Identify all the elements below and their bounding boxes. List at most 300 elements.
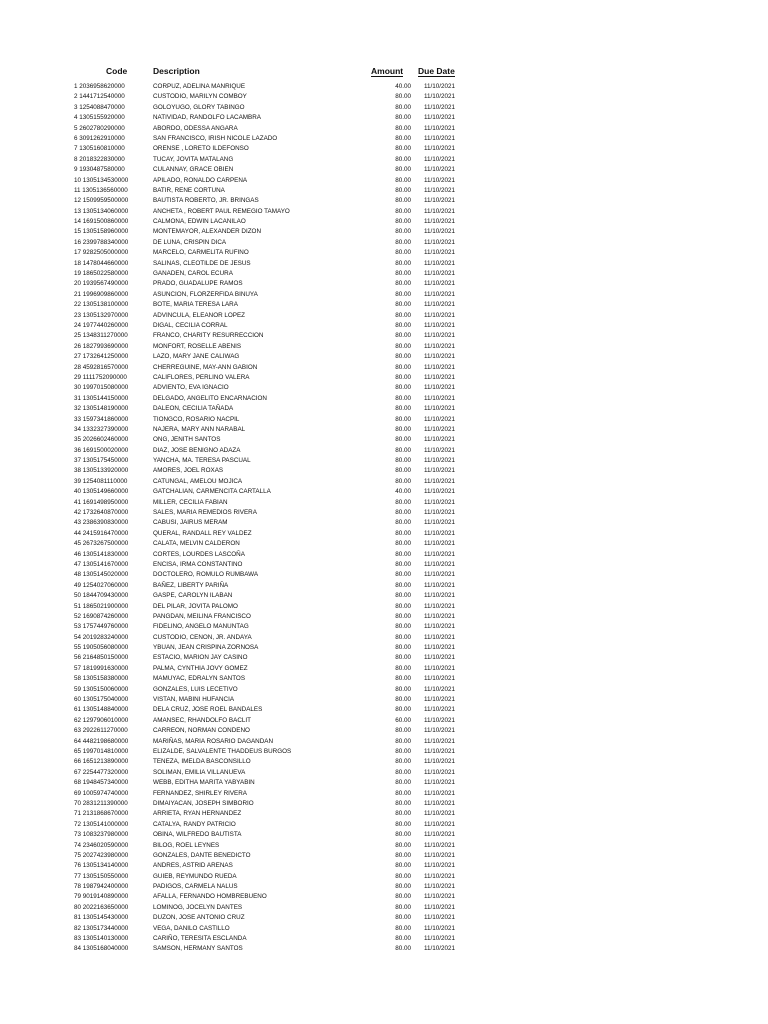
- cell-description: ENCISA, IRMA CONSTANTINO: [153, 560, 243, 568]
- cell-description: TENEZA, IMELDA BASCONSILLO: [153, 758, 251, 766]
- cell-description: FRANCO, CHARITY RESURRECCION: [153, 332, 264, 340]
- table-row: [0, 664, 768, 674]
- cell-description: AMORES, JOEL ROXAS: [153, 467, 224, 475]
- cell-amount: 80.00: [395, 103, 411, 111]
- cell-due-date: 11/10/2021: [423, 103, 455, 111]
- cell-due-date: 11/10/2021: [423, 218, 455, 226]
- cell-due-date: 11/10/2021: [423, 114, 455, 122]
- cell-due-date: 11/10/2021: [423, 134, 455, 142]
- cell-amount: 80.00: [395, 789, 411, 797]
- cell-amount: 80.00: [395, 394, 411, 402]
- cell-amount: 80.00: [395, 228, 411, 236]
- cell-due-date: 11/10/2021: [423, 488, 455, 496]
- cell-description: DELGADO, ANGELITO ENCARNACION: [153, 394, 267, 402]
- cell-amount: 80.00: [395, 405, 411, 413]
- cell-due-date: 11/10/2021: [423, 342, 455, 350]
- table-row: [0, 446, 768, 456]
- cell-code: 13 1305134060000: [74, 207, 129, 215]
- cell-code: 48 1305145020000: [74, 571, 129, 579]
- table-row: [0, 394, 768, 404]
- cell-code: 63 2922611270000: [74, 727, 128, 735]
- cell-amount: 80.00: [395, 612, 411, 620]
- cell-due-date: 11/10/2021: [423, 124, 455, 132]
- cell-due-date: 11/10/2021: [423, 727, 455, 735]
- cell-amount: 80.00: [395, 114, 411, 122]
- table-row: [0, 342, 768, 352]
- cell-due-date: 11/10/2021: [423, 301, 455, 309]
- table-row: [0, 726, 768, 736]
- cell-amount: 80.00: [395, 841, 411, 849]
- cell-description: DIGAL, CECILIA CORRAL: [153, 321, 228, 329]
- cell-due-date: 11/10/2021: [423, 924, 455, 932]
- cell-description: DIAZ, JOSE BENIGNO ADAZA: [153, 446, 241, 454]
- cell-code: 21 1996909860000: [74, 290, 129, 298]
- cell-due-date: 11/10/2021: [423, 914, 455, 922]
- cell-code: 40 1305149660000: [74, 488, 129, 496]
- cell-due-date: 11/10/2021: [423, 851, 455, 859]
- cell-amount: 80.00: [395, 155, 411, 163]
- cell-amount: 80.00: [395, 457, 411, 465]
- cell-due-date: 11/10/2021: [423, 550, 455, 558]
- table-row: [0, 841, 768, 851]
- cell-due-date: 11/10/2021: [423, 903, 455, 911]
- cell-amount: 80.00: [395, 176, 411, 184]
- table-row: [0, 435, 768, 445]
- table-row: [0, 456, 768, 466]
- cell-description: SAMSON, HERMANY SANTOS: [153, 945, 243, 953]
- cell-description: SOLIMAN, EMILIA VILLANUEVA: [153, 768, 246, 776]
- cell-description: WEBB, EDITHA MARITA YABYABIN: [153, 779, 255, 787]
- cell-amount: 80.00: [395, 685, 411, 693]
- table-row: [0, 290, 768, 300]
- table-body: [0, 82, 768, 955]
- table-row: [0, 851, 768, 861]
- cell-code: 8 2018322830000: [74, 155, 125, 163]
- cell-code: 81 1305145430000: [74, 914, 129, 922]
- cell-amount: 40.00: [395, 488, 411, 496]
- cell-amount: 80.00: [395, 363, 411, 371]
- cell-due-date: 11/10/2021: [423, 623, 455, 631]
- cell-amount: 80.00: [395, 799, 411, 807]
- cell-due-date: 11/10/2021: [423, 872, 455, 880]
- cell-code: 61 1305148840000: [74, 706, 129, 714]
- cell-due-date: 11/10/2021: [423, 321, 455, 329]
- table-row: [0, 913, 768, 923]
- cell-code: 14 1691500860000: [74, 218, 129, 226]
- table-row: [0, 196, 768, 206]
- cell-code: 32 1305148190000: [74, 405, 129, 413]
- cell-code: 62 1297906010000: [74, 716, 129, 724]
- cell-description: BAUTISTA ROBERTO, JR. BRINGAS: [153, 197, 259, 205]
- cell-due-date: 11/10/2021: [423, 446, 455, 454]
- cell-description: VEGA, DANILO CASTILLO: [153, 924, 230, 932]
- cell-description: AFALLA, FERNANDO HOMBREBUENO: [153, 893, 267, 901]
- cell-description: CULANNAY, GRACE OBIEN: [153, 166, 234, 174]
- table-row: [0, 539, 768, 549]
- cell-description: FERNANDEZ, SHIRLEY RIVERA: [153, 789, 248, 797]
- cell-description: MARCELO, CARMELITA RUFINO: [153, 249, 249, 257]
- cell-due-date: 11/10/2021: [423, 311, 455, 319]
- cell-description: MILLER, CECILIA FABIAN: [153, 498, 228, 506]
- cell-description: QUERAL, RANDALL REY VALDEZ: [153, 529, 252, 537]
- cell-code: 82 1305173440000: [74, 924, 129, 932]
- cell-description: ORENSE , LORETO ILDEFONSO: [153, 145, 249, 153]
- cell-due-date: 11/10/2021: [423, 935, 455, 943]
- cell-amount: 80.00: [395, 145, 411, 153]
- cell-due-date: 11/10/2021: [423, 768, 455, 776]
- cell-description: CUSTODIO, CENON, JR. ANDAYA: [153, 633, 252, 641]
- cell-code: 46 1305141830000: [74, 550, 129, 558]
- cell-amount: 80.00: [395, 332, 411, 340]
- cell-amount: 80.00: [395, 737, 411, 745]
- cell-code: 5 2602780290000: [74, 124, 125, 132]
- cell-code: 84 1305168040000: [74, 945, 129, 953]
- table-row: [0, 882, 768, 892]
- table-row: [0, 633, 768, 643]
- table-row: [0, 695, 768, 705]
- table-row: [0, 705, 768, 715]
- cell-amount: 80.00: [395, 935, 411, 943]
- cell-amount: 80.00: [395, 581, 411, 589]
- cell-description: CALATA, MELVIN CALDERON: [153, 540, 240, 548]
- cell-due-date: 11/10/2021: [423, 519, 455, 527]
- cell-code: 60 1305175040000: [74, 696, 129, 704]
- cell-code: 12 1509959500000: [74, 197, 129, 205]
- cell-description: ADVIENTO, EVA IGNACIO: [153, 384, 229, 392]
- cell-code: 70 2831211390000: [74, 799, 128, 807]
- cell-description: CARREON, NORMAN CONDENO: [153, 727, 250, 735]
- cell-code: 74 2346020590000: [74, 841, 129, 849]
- cell-code: 37 1305175450000: [74, 457, 129, 465]
- table-row: [0, 778, 768, 788]
- table-row: [0, 529, 768, 539]
- cell-code: 71 2131868670000: [74, 810, 129, 818]
- cell-code: 27 1732641250000: [74, 353, 129, 361]
- table-row: [0, 737, 768, 747]
- cell-due-date: 11/10/2021: [423, 883, 455, 891]
- cell-amount: 80.00: [395, 706, 411, 714]
- cell-amount: 80.00: [395, 467, 411, 475]
- cell-code: 41 1691498950000: [74, 498, 129, 506]
- cell-description: BILOG, ROEL LEYNES: [153, 841, 220, 849]
- header-due-date: Due Date: [418, 66, 455, 76]
- table-row: [0, 259, 768, 269]
- cell-description: CATALYA, RANDY PATRICIO: [153, 820, 236, 828]
- cell-code: 31 1305144150000: [74, 394, 129, 402]
- cell-amount: 80.00: [395, 270, 411, 278]
- table-row: [0, 550, 768, 560]
- cell-code: 50 1844709430000: [74, 592, 129, 600]
- cell-amount: 80.00: [395, 509, 411, 517]
- cell-description: LAZO, MARY JANE CALIWAG: [153, 353, 240, 361]
- cell-due-date: 11/10/2021: [423, 540, 455, 548]
- cell-due-date: 11/10/2021: [423, 716, 455, 724]
- cell-amount: 80.00: [395, 290, 411, 298]
- cell-code: 36 1691500020000: [74, 446, 129, 454]
- header-amount: Amount: [371, 66, 404, 76]
- cell-amount: 80.00: [395, 779, 411, 787]
- cell-due-date: 11/10/2021: [423, 644, 455, 652]
- cell-amount: 80.00: [395, 924, 411, 932]
- cell-due-date: 11/10/2021: [423, 207, 455, 215]
- table-row: [0, 217, 768, 227]
- cell-amount: 80.00: [395, 602, 411, 610]
- cell-description: GONZALES, DANTE BENEDICTO: [153, 851, 251, 859]
- cell-code: 49 1254027060000: [74, 581, 129, 589]
- cell-amount: 80.00: [395, 529, 411, 537]
- cell-description: ONG, JENITH SANTOS: [153, 436, 221, 444]
- cell-code: 20 1939567490000: [74, 280, 129, 288]
- header-code: Code: [106, 66, 128, 76]
- cell-amount: 80.00: [395, 540, 411, 548]
- cell-amount: 80.00: [395, 571, 411, 579]
- cell-due-date: 11/10/2021: [423, 83, 455, 90]
- cell-amount: 80.00: [395, 675, 411, 683]
- cell-code: 43 2386390830000: [74, 519, 129, 527]
- cell-amount: 80.00: [395, 883, 411, 891]
- cell-code: 66 1651213890000: [74, 758, 129, 766]
- table-row: [0, 612, 768, 622]
- table-row: [0, 124, 768, 134]
- cell-due-date: 11/10/2021: [423, 633, 455, 641]
- cell-code: 1 2036958620000: [74, 83, 125, 90]
- table-row: [0, 820, 768, 830]
- cell-description: GOLOYUGO, GLORY TABINGO: [153, 103, 245, 111]
- table-row: [0, 560, 768, 570]
- cell-description: BOTE, MARIA TERESA LARA: [153, 301, 238, 309]
- cell-due-date: 11/10/2021: [423, 841, 455, 849]
- cell-due-date: 11/10/2021: [423, 779, 455, 787]
- cell-code: 65 1997014810000: [74, 748, 129, 755]
- cell-code: 45 2673267500000: [74, 540, 129, 548]
- cell-amount: 80.00: [395, 644, 411, 652]
- cell-due-date: 11/10/2021: [423, 405, 455, 413]
- cell-description: ESTACIO, MARION JAY CASINO: [153, 654, 248, 662]
- cell-due-date: 11/10/2021: [423, 270, 455, 278]
- table-row: [0, 643, 768, 653]
- cell-due-date: 11/10/2021: [423, 509, 455, 517]
- cell-due-date: 11/10/2021: [423, 394, 455, 402]
- cell-description: ASUNCION, FLORZERFIDA BINUYA: [153, 290, 258, 298]
- cell-amount: 80.00: [395, 321, 411, 329]
- cell-amount: 80.00: [395, 311, 411, 319]
- cell-code: 73 1083237980000: [74, 831, 129, 839]
- cell-code: 28 4592816570000: [74, 363, 129, 371]
- table-row: [0, 924, 768, 934]
- cell-due-date: 11/10/2021: [423, 664, 455, 672]
- cell-due-date: 11/10/2021: [423, 384, 455, 392]
- cell-code: 47 1305141670000: [74, 560, 129, 568]
- cell-description: ABORDO, ODESSA ANGARA: [153, 124, 238, 132]
- cell-amount: 80.00: [395, 748, 411, 755]
- cell-amount: 80.00: [395, 249, 411, 257]
- cell-due-date: 11/10/2021: [423, 675, 455, 683]
- cell-code: 79 9019140890000: [74, 893, 129, 901]
- cell-description: MAMUYAC, EDRALYN SANTOS: [153, 675, 246, 683]
- cell-description: CORPUZ, ADELINA MANRIQUE: [153, 83, 246, 90]
- table-row: [0, 238, 768, 248]
- cell-amount: 80.00: [395, 768, 411, 776]
- table-row: [0, 944, 768, 954]
- table-row: [0, 113, 768, 123]
- table-row: [0, 404, 768, 414]
- cell-description: YANCHA, MA. TERESA PASCUAL: [153, 457, 251, 465]
- cell-code: 77 1305150550000: [74, 872, 129, 880]
- cell-amount: 80.00: [395, 654, 411, 662]
- table-row: [0, 799, 768, 809]
- cell-description: CALIFLORES, PERLINO VALERA: [153, 373, 250, 381]
- table-row: [0, 747, 768, 757]
- cell-amount: 80.00: [395, 373, 411, 381]
- cell-due-date: 11/10/2021: [423, 581, 455, 589]
- cell-description: DOCTOLERO, ROMULO RUMBAWA: [153, 571, 259, 579]
- cell-code: 75 2027423980000: [74, 851, 129, 859]
- cell-due-date: 11/10/2021: [423, 166, 455, 174]
- cell-amount: 80.00: [395, 446, 411, 454]
- cell-description: GATCHALIAN, CARMENCITA CARTALLA: [153, 488, 271, 496]
- cell-code: 38 1305133920000: [74, 467, 129, 475]
- cell-description: ELIZALDE, SALVALENTE THADDEUS BURGOS: [153, 748, 292, 755]
- cell-code: 16 2399788340000: [74, 238, 129, 246]
- cell-amount: 40.00: [395, 83, 411, 90]
- cell-description: AMANSEC, RHANDOLFO BACLIT: [153, 716, 251, 724]
- cell-code: 58 1305158380000: [74, 675, 129, 683]
- table-row: [0, 830, 768, 840]
- cell-description: CARIÑO, TERESITA ESCLANDA: [153, 935, 247, 943]
- cell-code: 15 1305158960000: [74, 228, 129, 236]
- table-row: [0, 331, 768, 341]
- cell-due-date: 11/10/2021: [423, 498, 455, 506]
- cell-due-date: 11/10/2021: [423, 176, 455, 184]
- cell-amount: 80.00: [395, 353, 411, 361]
- cell-code: 9 1930487580000: [74, 166, 125, 174]
- table-row: [0, 279, 768, 289]
- cell-due-date: 11/10/2021: [423, 612, 455, 620]
- cell-description: GUIEB, REYMUNDO RUEDA: [153, 872, 237, 880]
- cell-code: 80 2022163650000: [74, 903, 129, 911]
- table-row: [0, 685, 768, 695]
- cell-amount: 80.00: [395, 893, 411, 901]
- cell-due-date: 11/10/2021: [423, 249, 455, 257]
- cell-due-date: 11/10/2021: [423, 592, 455, 600]
- cell-amount: 80.00: [395, 207, 411, 215]
- cell-due-date: 11/10/2021: [423, 436, 455, 444]
- cell-due-date: 11/10/2021: [423, 602, 455, 610]
- cell-amount: 80.00: [395, 415, 411, 423]
- table-row: [0, 487, 768, 497]
- cell-code: 59 1305150060000: [74, 685, 129, 693]
- cell-description: APILADO, RONALDO CARPENA: [153, 176, 248, 184]
- table-row: [0, 789, 768, 799]
- cell-due-date: 11/10/2021: [423, 467, 455, 475]
- cell-amount: 80.00: [395, 301, 411, 309]
- table-row: [0, 622, 768, 632]
- cell-amount: 80.00: [395, 872, 411, 880]
- cell-amount: 80.00: [395, 436, 411, 444]
- cell-description: LOMINOG, JOCELYN DANTES: [153, 903, 243, 911]
- table-row: [0, 768, 768, 778]
- cell-code: 4 1305155920000: [74, 114, 125, 122]
- table-row: [0, 248, 768, 258]
- table-row: [0, 581, 768, 591]
- cell-due-date: 11/10/2021: [423, 706, 455, 714]
- table-row: [0, 508, 768, 518]
- table-row: [0, 757, 768, 767]
- cell-description: OBINA, WILFREDO BAUTISTA: [153, 831, 242, 839]
- table-row: [0, 425, 768, 435]
- cell-due-date: 11/10/2021: [423, 145, 455, 153]
- cell-description: PRADO, GUADALUPE RAMOS: [153, 280, 243, 288]
- cell-code: 35 2026602460000: [74, 436, 129, 444]
- cell-description: VISTAN, MABINI HUFANCIA: [153, 696, 235, 704]
- cell-amount: 80.00: [395, 124, 411, 132]
- cell-code: 68 1948457340000: [74, 779, 129, 787]
- cell-amount: 80.00: [395, 862, 411, 870]
- cell-description: DEL PILAR, JOVITA PALOMO: [153, 602, 238, 610]
- cell-due-date: 11/10/2021: [423, 654, 455, 662]
- table-row: [0, 165, 768, 175]
- cell-code: 33 1597341860000: [74, 415, 129, 423]
- table-row: [0, 155, 768, 165]
- cell-code: 54 2019283240000: [74, 633, 129, 641]
- cell-due-date: 11/10/2021: [423, 197, 455, 205]
- cell-due-date: 11/10/2021: [423, 696, 455, 704]
- cell-code: 69 1005974740000: [74, 789, 129, 797]
- cell-amount: 80.00: [395, 550, 411, 558]
- cell-code: 57 1819991630000: [74, 664, 129, 672]
- cell-amount: 80.00: [395, 218, 411, 226]
- cell-code: 42 1732640870000: [74, 509, 129, 517]
- cell-description: CHERREGUINE, MAY-ANN GABION: [153, 363, 258, 371]
- cell-amount: 80.00: [395, 727, 411, 735]
- cell-amount: 80.00: [395, 259, 411, 267]
- cell-due-date: 11/10/2021: [423, 363, 455, 371]
- cell-description: YBUAN, JEAN CRISPINA ZORNOSA: [153, 644, 259, 652]
- cell-amount: 80.00: [395, 820, 411, 828]
- cell-amount: 80.00: [395, 384, 411, 392]
- table-row: [0, 903, 768, 913]
- cell-description: CATUNGAL, AMELOU MOJICA: [153, 477, 243, 485]
- cell-code: 25 1348311270000: [74, 332, 128, 340]
- cell-due-date: 11/10/2021: [423, 945, 455, 953]
- cell-due-date: 11/10/2021: [423, 571, 455, 579]
- cell-code: 83 1305140130000: [74, 935, 129, 943]
- cell-due-date: 11/10/2021: [423, 353, 455, 361]
- table-row: [0, 144, 768, 154]
- table-row: [0, 134, 768, 144]
- cell-code: 55 1905056080000: [74, 644, 129, 652]
- cell-amount: 80.00: [395, 623, 411, 631]
- cell-description: NAJERA, MARY ANN NARABAL: [153, 425, 246, 433]
- cell-description: FIDELINO, ANGELO MANUNTAG: [153, 623, 249, 631]
- cell-due-date: 11/10/2021: [423, 831, 455, 839]
- cell-amount: 80.00: [395, 93, 411, 101]
- cell-due-date: 11/10/2021: [423, 228, 455, 236]
- cell-amount: 80.00: [395, 831, 411, 839]
- cell-due-date: 11/10/2021: [423, 259, 455, 267]
- table-row: [0, 363, 768, 373]
- header-description: Description: [153, 66, 200, 76]
- cell-description: PANGDAN, MEILINA FRANCISCO: [153, 612, 251, 620]
- table-row: [0, 477, 768, 487]
- cell-description: CUSTODIO, MARILYN COMBOY: [153, 93, 247, 101]
- cell-description: SALINAS, CLEOTILDE DE JESUS: [153, 259, 251, 267]
- cell-code: 72 1305141000000: [74, 820, 129, 828]
- cell-description: PADIGOS, CARMELA NALUS: [153, 883, 238, 891]
- cell-due-date: 11/10/2021: [423, 810, 455, 818]
- cell-code: 23 1305132970000: [74, 311, 129, 319]
- cell-description: DUZON, JOSE ANTONIO CRUZ: [153, 914, 245, 922]
